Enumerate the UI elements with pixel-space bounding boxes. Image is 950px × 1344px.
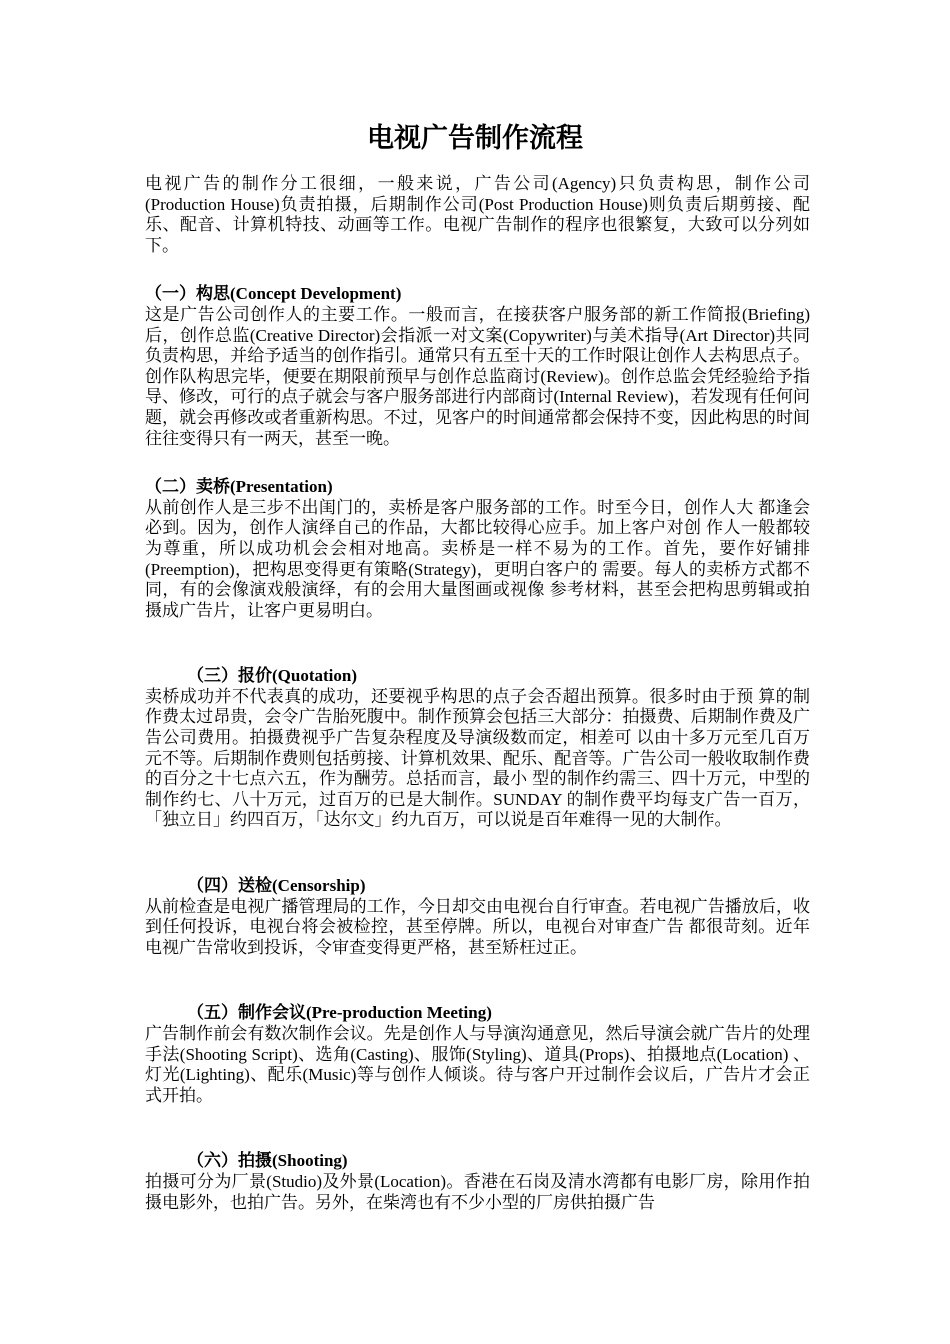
section-body-concept: 这是广告公司创作人的主要工作。一般而言，在接获客户服务部的新工作简报(Briefing)后，创作总监(Creative Director)会指派一对文案(Copywriter)与美术指导(Art Director)共同负责构思，并给予适当的创作指引。通常只有五至十天的工作时限让创作人去构思点子。创作队构思完毕，便要在期限前预早与创作总监商讨(Review)。创作总监会凭经验给予指导、修改，可行的点子就会与客户服务部进行内部商讨(Internal Review)，若发现有任何问题，就会再修改或者重新构思。不过，见客户的时间通常都会保持不变，因此构思的时间往往变得只有一两天，甚至一晚。 [145, 304, 810, 448]
section-body-preproduction: 广告制作前会有数次制作会议。先是创作人与导演沟通意见，然后导演会就广告片的处理手法(Shooting Script)、选角(Casting)、服饰(Styling)、道具(Props)、拍摄地点(Location) 、灯光(Lighting)、配乐(Music)等与创作人倾谈。待与客户开过制作会议后，广告片才会正式开拍。 [145, 1024, 810, 1105]
section-heading-censorship: （四）送检(Censorship) [187, 876, 366, 896]
document-title: 电视广告制作流程 [367, 123, 583, 153]
section-heading-concept: （一）构思(Concept Development) [145, 284, 402, 304]
section-heading-presentation: （二）卖桥(Presentation) [145, 477, 333, 497]
spacer [145, 1106, 810, 1151]
intro-paragraph: 电视广告的制作分工很细，一般来说，广告公司(Agency)只负责构思，制作公司 (Production House)负责拍摄，后期制作公司(Post Production House)则负责后期剪接、配乐、配音、计算机特技、动画等工作。电视广告制作的程序也很繁复，大致可以分列如下。 [145, 174, 810, 255]
section-body-presentation: 从前创作人是三步不出闺门的，卖桥是客户服务部的工作。时至今日，创作人大 都逢会必到。因为，创作人演绎自己的作品，大都比较得心应手。加上客户对创 作人一般都较为尊重，所以成功机会会相对地高。卖桥是一样不易为的工作。首先，要作好铺排(Preemption)，把构思变得更有策略(Strategy)，更明白客户的 需要。每人的卖桥方式都不同，有的会像演戏般演绎，有的会用大量图画或视像 参考材料，甚至会把构思剪辑或拍摄成广告片，让客户更易明白。 [145, 497, 810, 620]
spacer [145, 449, 810, 477]
spacer [145, 256, 810, 284]
document-body [145, 174, 810, 1213]
section-heading-preproduction: （五）制作会议(Pre-production Meeting) [187, 1003, 492, 1023]
spacer [145, 958, 810, 1003]
section-body-quotation: 卖桥成功并不代表真的成功，还要视乎构思的点子会否超出预算。很多时由于预 算的制作费太过昂贵，会令广告胎死腹中。制作预算会包括三大部分：拍摄费、后期制作费及广告公司费用。拍摄费视乎广告复杂程度及导演级数而定，相差可 以由十多万元至几百万元不等。后期制作费则包括剪接、计算机效果、配乐、配音等。广告公司一般收取制作费的百分之十七点六五，作为酬劳。总括而言，最小 型的制作约需三、四十万元，中型的制作约七、八十万元，过百万的已是大制作。SUNDAY 的制作费平均每支广告一百万，「独立日」约四百万，「达尔文」约九百万，可以说是百年难得一见的大制作。 [145, 686, 810, 830]
section-body-censorship: 从前检查是电视广播管理局的工作，今日却交由电视台自行审查。若电视广告播放后，收到任何投诉，电视台将会被检控，甚至停牌。所以，电视台对审查广告 都很苛刻。近年电视广告常收到投诉，令审查变得更严格，甚至矫枉过正。 [145, 896, 810, 957]
spacer [145, 621, 810, 666]
section-heading-shooting: （六）拍摄(Shooting) [187, 1151, 348, 1171]
section-heading-quotation: （三）报价(Quotation) [187, 666, 357, 686]
section-body-shooting: 拍摄可分为厂景(Studio)及外景(Location)。香港在石岗及清水湾都有电影厂房，除用作拍摄电影外，也拍广告。另外，在柴湾也有不少小型的厂房供拍摄广告 [145, 1171, 810, 1212]
spacer [145, 831, 810, 876]
